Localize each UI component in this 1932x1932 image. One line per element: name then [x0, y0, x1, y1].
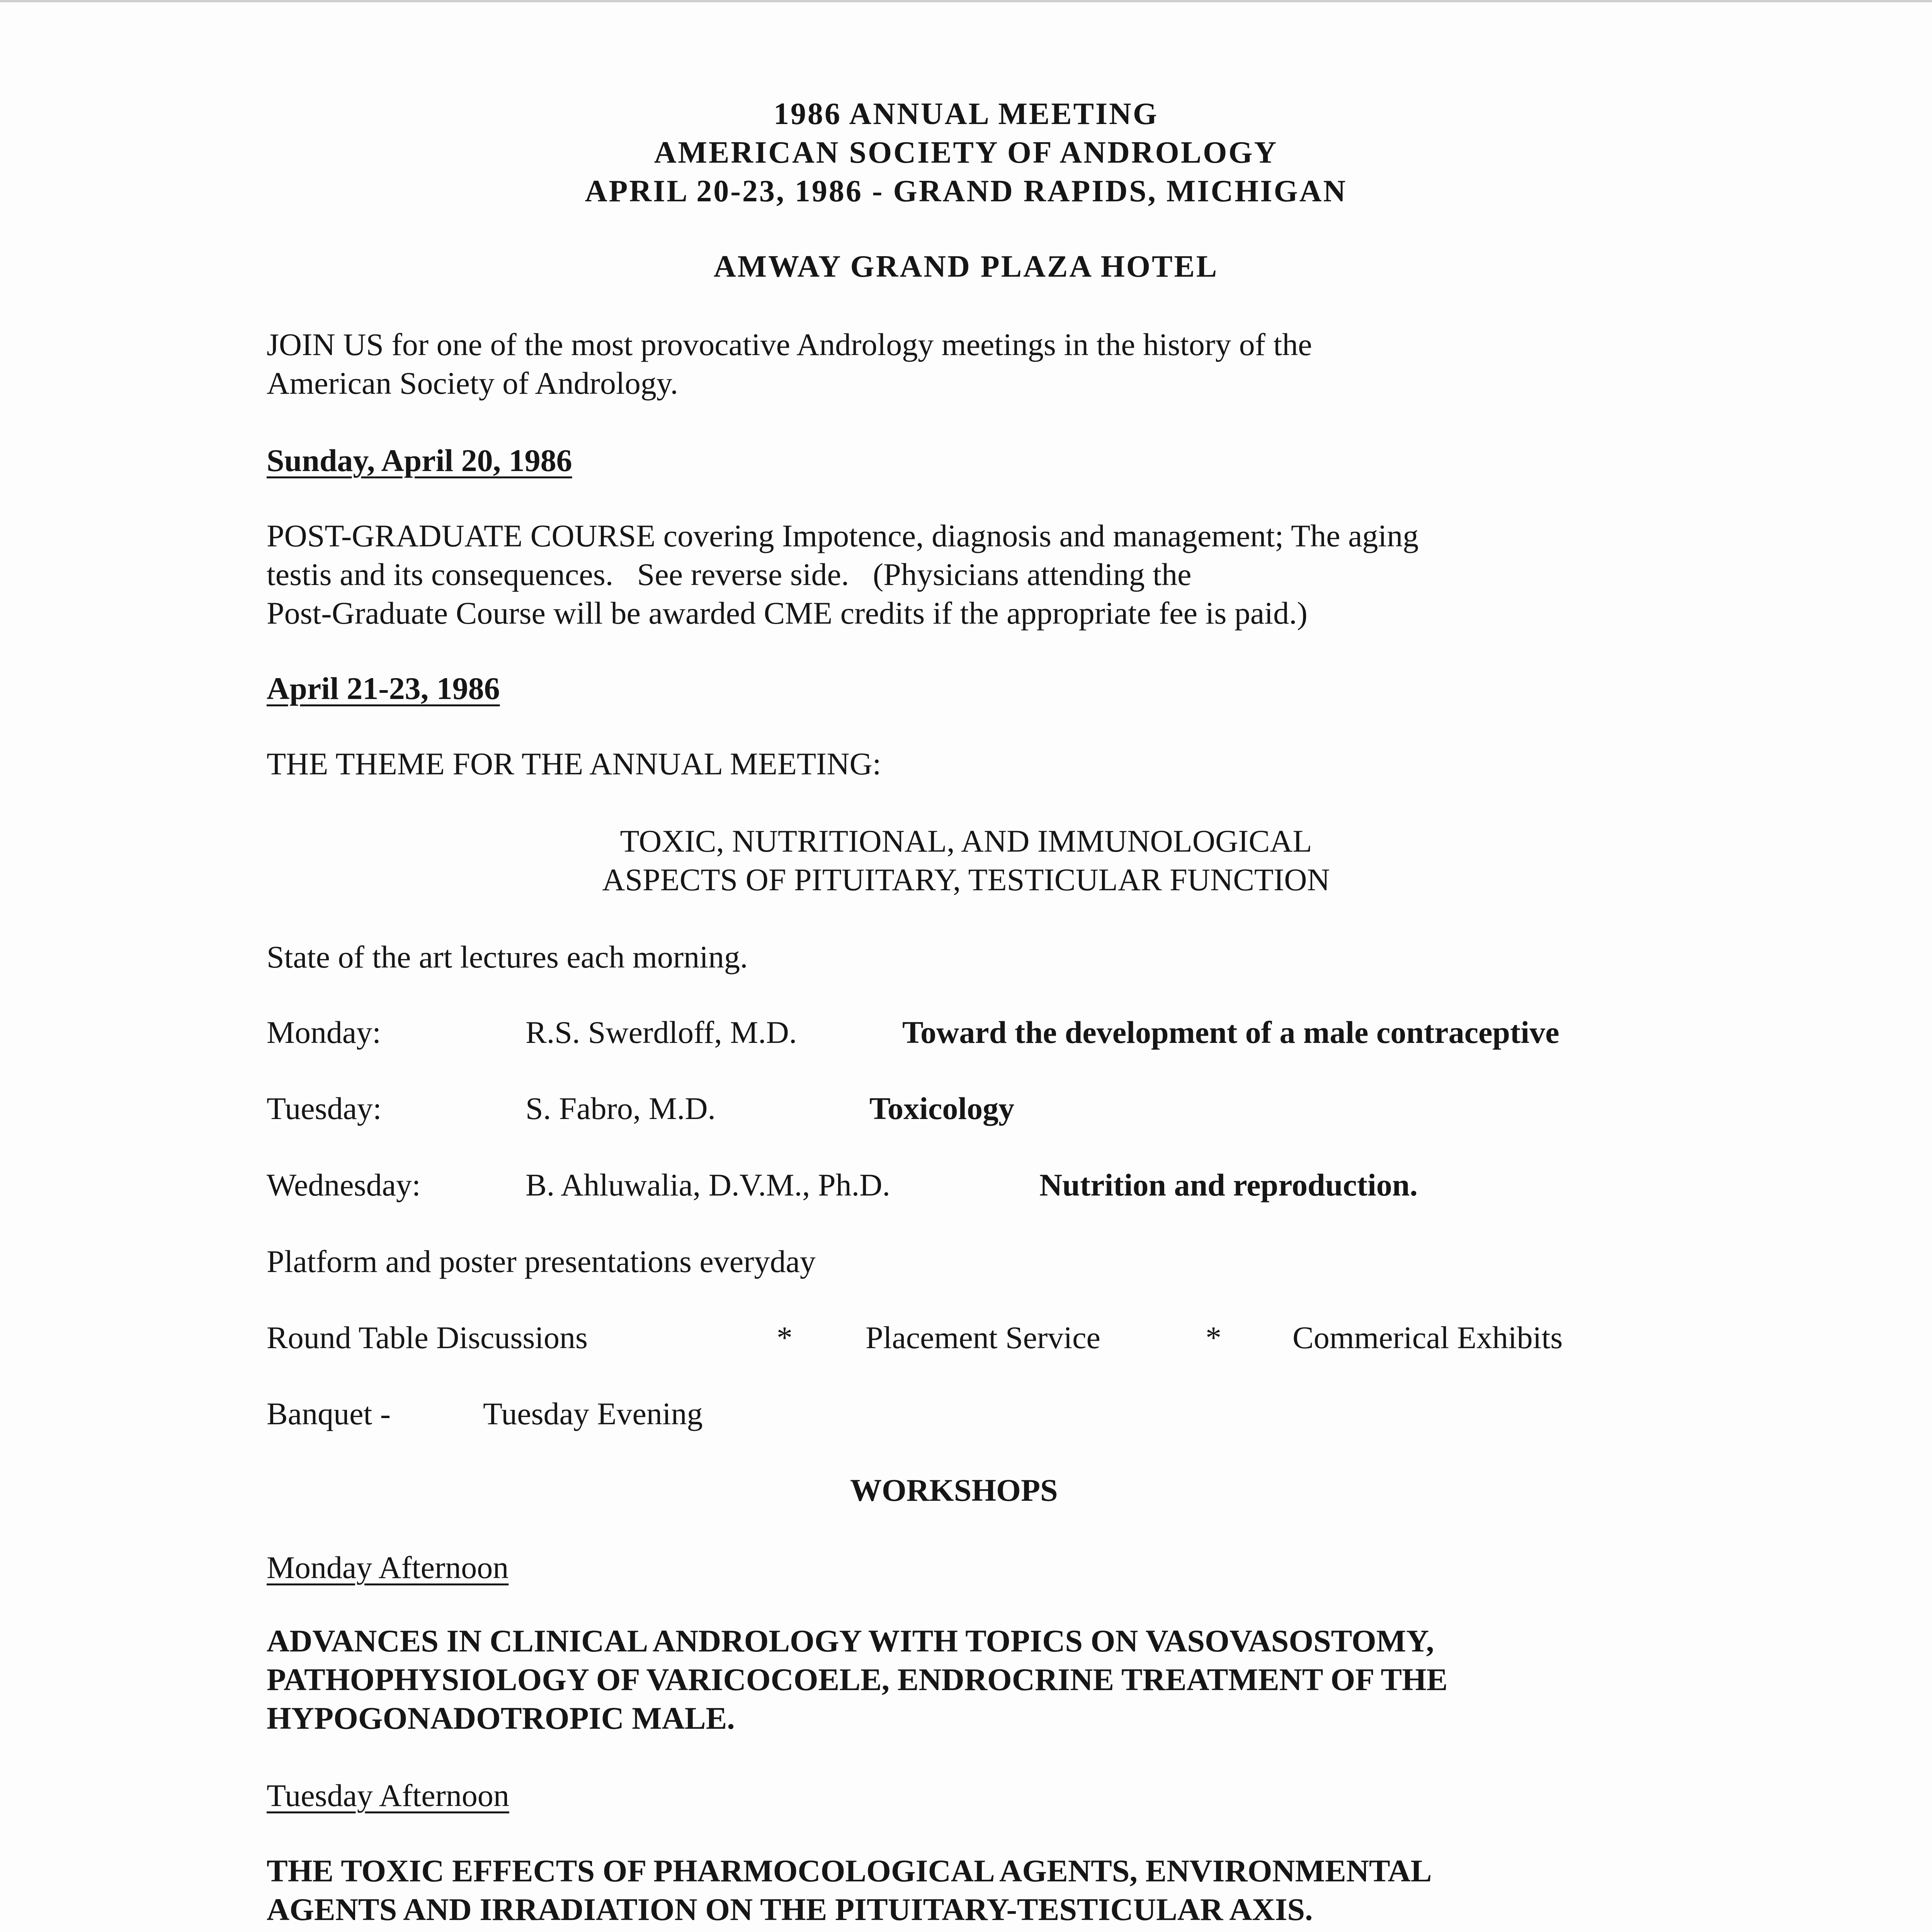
presentations-line: Platform and poster presentations everyday [267, 1244, 816, 1279]
extra-separator: * [777, 1320, 793, 1355]
monday-workshop-line-2: PATHOPHYSIOLOGY OF VARICOCOELE, ENDROCRINE TREATMENT OF THE [267, 1662, 1448, 1697]
venue-title: AMWAY GRAND PLAZA HOTEL [713, 250, 1219, 284]
header-line-1: 1986 ANNUAL MEETING [773, 97, 1159, 131]
lecture-day: Monday: [267, 1015, 381, 1050]
header-line-3: APRIL 20-23, 1986 - GRAND RAPIDS, MICHIGAN [585, 174, 1347, 208]
lecture-day: Wednesday: [267, 1167, 421, 1202]
extra-placement-service: Placement Service [866, 1320, 1100, 1355]
extra-separator: * [1206, 1320, 1221, 1355]
postgrad-line-3: Post-Graduate Course will be awarded CME credits if the appropriate fee is paid.) [267, 595, 1308, 631]
intro-line-1: JOIN US for one of the most provocative Andrology meetings in the history of the [267, 327, 1312, 362]
tuesday-workshop-line-2: AGENTS AND IRRADIATION ON THE PITUITARY-TESTICULAR AXIS. [267, 1892, 1313, 1927]
postgrad-line-1: POST-GRADUATE COURSE covering Impotence, diagnosis and management; The aging [267, 518, 1419, 553]
workshops-title: WORKSHOPS [850, 1473, 1058, 1508]
sunday-heading: Sunday, April 20, 1986 [267, 443, 572, 478]
lecture-topic: Toxicology [869, 1091, 1015, 1126]
tuesday-afternoon-heading: Tuesday Afternoon [267, 1778, 509, 1813]
postgrad-line-2: testis and its consequences. See reverse side. (Physicians attending the [267, 557, 1192, 592]
theme-line-1: TOXIC, NUTRITIONAL, AND IMMUNOLOGICAL [620, 823, 1312, 859]
tuesday-workshop-line-1: THE TOXIC EFFECTS OF PHARMOCOLOGICAL AGENTS, ENVIRONMENTAL [267, 1853, 1432, 1888]
extra-commercial-exhibits: Commerical Exhibits [1293, 1320, 1563, 1355]
monday-workshop-line-3: HYPOGONADOTROPIC MALE. [267, 1701, 735, 1736]
theme-line-2: ASPECTS OF PITUITARY, TESTICULAR FUNCTION [602, 862, 1330, 897]
banquet-label: Banquet - [267, 1396, 391, 1431]
extra-round-table: Round Table Discussions [267, 1320, 588, 1355]
monday-workshop-line-1: ADVANCES IN CLINICAL ANDROLOGY WITH TOPICS ON VASOVASOSTOMY, [267, 1623, 1434, 1658]
lecture-speaker: R.S. Swerdloff, M.D. [526, 1015, 797, 1050]
header-line-2: AMERICAN SOCIETY OF ANDROLOGY [654, 136, 1278, 170]
top-edge-line [0, 0, 1932, 2]
monday-afternoon-heading: Monday Afternoon [267, 1550, 509, 1585]
theme-intro: THE THEME FOR THE ANNUAL MEETING: [267, 746, 881, 781]
lecture-topic: Toward the development of a male contraceptive [902, 1015, 1560, 1050]
intro-line-2: American Society of Andrology. [267, 366, 678, 401]
lecture-speaker: S. Fabro, M.D. [526, 1091, 716, 1126]
lectures-intro: State of the art lectures each morning. [267, 939, 748, 975]
banquet-value: Tuesday Evening [483, 1396, 703, 1431]
meeting-dates-heading: April 21-23, 1986 [267, 671, 500, 706]
lecture-topic: Nutrition and reproduction. [1039, 1167, 1418, 1202]
lecture-day: Tuesday: [267, 1091, 382, 1126]
lecture-speaker: B. Ahluwalia, D.V.M., Ph.D. [526, 1167, 890, 1202]
